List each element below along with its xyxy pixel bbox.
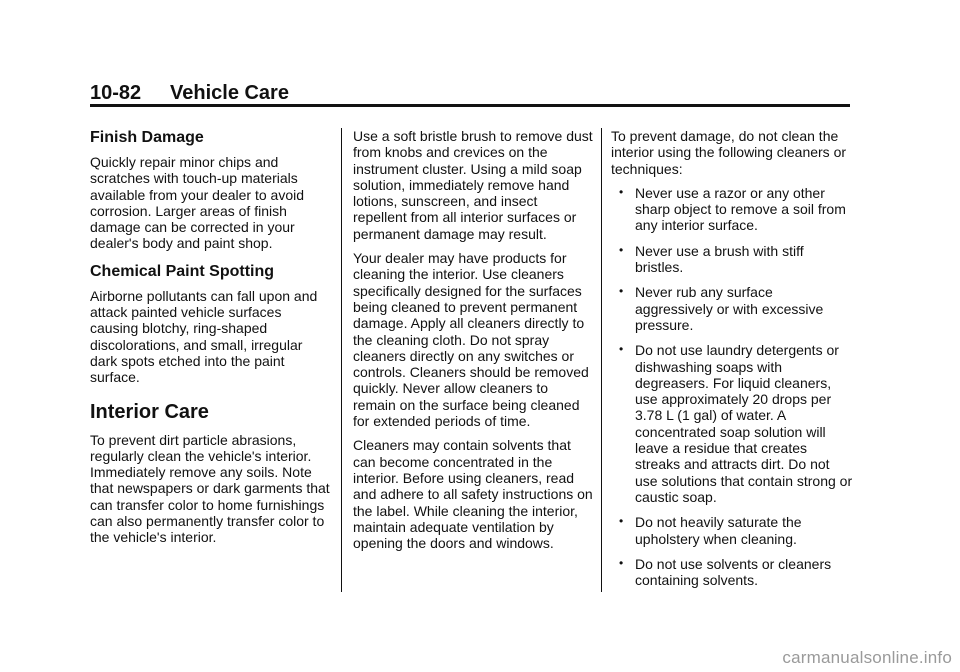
column-divider-1 [341,128,342,592]
bullet-icon: • [619,184,624,199]
bullet-icon: • [619,342,624,357]
list-item: • Never use a razor or any other sharp object to remove a soil from any interior surface. [619,184,846,234]
chemical-paint-text: Airborne pollutants can fall upon and attack painted vehicle surfaces causing blotchy, ring-shaped discolorations, and small, irregular dark spots etched into the paint surface. [90,287,318,386]
paragraph-dealer-products: Your dealer may have products for cleaning the interior. Use cleaners specifically designed for the surfaces being cleaned to prevent permanent damage. Apply all cleaners directly to the cleaning cloth. Do not spray cleaners directly on any switches or controls. Cleaners should be removed quickly. Never allow cleaners to remain on the surface being cleaned for extended periods of time. [353,250,589,430]
bullet-icon: • [619,555,624,570]
page-number: 10-82 [90,82,142,104]
header-rule [90,104,850,107]
list-item: • Do not use laundry detergents or dishwashing soaps with degreasers. For liquid cleaners, use approximately 20 drops per 3.78 L (1 gal) of water. A concentrated soap solution will leave a residue that creates streaks and attracts dirt. Do not use solutions that contain strong or caustic soap. [619,342,853,505]
chemical-paint-heading: Chemical Paint Spotting [90,262,275,280]
finish-damage-text: Quickly repair minor chips and scratches with touch-up materials available from your dealer to avoid corrosion. Larger areas of finish damage can be corrected in your dealer's body and paint shop. [90,154,305,252]
list-item: • Never use a brush with stiff bristles. [619,242,804,276]
page-header [90,80,850,106]
paragraph-solvents: Cleaners may contain solvents that can become concentrated in the interior. Before using cleaners, read and adhere to all safety instructions on the label. While cleaning the interior, maintain adequate ventilation by opening the doors and windows. [353,437,593,552]
column-divider-2 [601,128,602,592]
column-1 [90,128,330,554]
bullet-icon: • [619,242,624,257]
section-title: Vehicle Care [170,82,289,104]
bullet-icon: • [619,284,624,299]
interior-care-heading: Interior Care [90,400,209,423]
list-item: • Do not heavily saturate the upholstery when cleaning. [619,514,802,547]
column-3 [611,128,853,597]
paragraph-soft-brush: Use a soft bristle brush to remove dust from knobs and crevices on the instrument cluster. Using a mild soap solution, immediately remove hand lotions, sunscreen, and insect repellent from all interior surfaces or permanent damage may result. [353,128,593,242]
bullet-icon: • [619,514,624,529]
column-2 [353,128,593,559]
list-item: • Never rub any surface aggressively or with excessive pressure. [619,284,824,333]
prevent-damage-intro: To prevent damage, do not clean the interior using the following cleaners or techniques: [611,128,847,177]
interior-care-text: To prevent dirt particle abrasions, regularly clean the vehicle's interior. Immediately remove any soils. Note that newspapers or dark garments that can transfer color to home furnishings can also permanently transfer color to the vehicle's interior. [90,431,330,546]
watermark-link[interactable]: carmanualsonline.info [782,648,952,667]
list-item: • Do not use solvents or cleaners containing solvents. [619,555,832,589]
cleaning-warnings-list [611,185,853,589]
finish-damage-heading: Finish Damage [90,129,204,146]
